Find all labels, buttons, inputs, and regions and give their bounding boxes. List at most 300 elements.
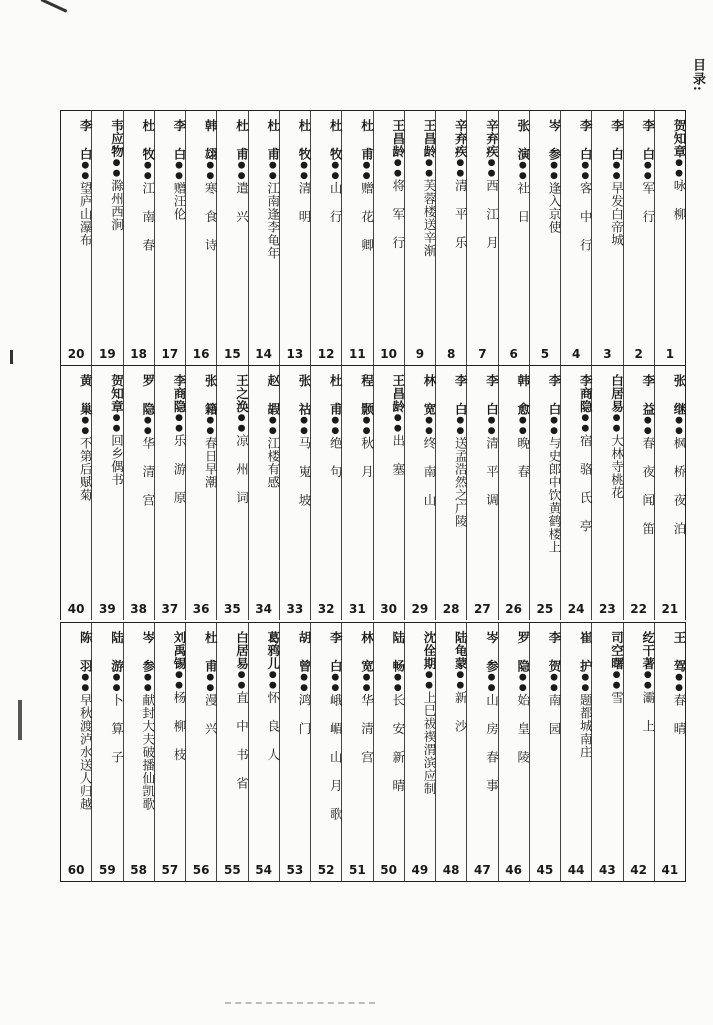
toc-page-number: 14 <box>255 347 272 361</box>
toc-author: 陆 畅 <box>390 631 406 673</box>
toc-entry <box>61 623 94 881</box>
toc-author: 李商隐 <box>172 374 187 413</box>
toc-page-number: 4 <box>571 347 581 361</box>
toc-separator: ●● <box>299 160 309 182</box>
toc-separator: ●● <box>299 415 309 437</box>
toc-entry <box>61 366 94 620</box>
toc-page-number: 49 <box>411 863 429 877</box>
toc-title: 乐 游 原 <box>172 434 187 504</box>
toc-title: 社 日 <box>515 181 531 223</box>
toc-entry-text <box>61 631 94 861</box>
toc-separator: ●● <box>517 672 528 694</box>
toc-entry-text <box>530 631 560 861</box>
toc-entry <box>123 623 154 881</box>
toc-separator: ●● <box>424 158 434 179</box>
toc-title: 上巳祓禊渭滨应制 <box>422 691 437 795</box>
toc-author: 程 颢 <box>359 374 375 416</box>
scan-mark-left-2 <box>18 700 22 740</box>
toc-entry <box>279 623 310 881</box>
toc-page-number: 24 <box>567 602 585 616</box>
toc-entry-text <box>280 374 310 604</box>
toc-page-number: 16 <box>192 347 210 361</box>
toc-entry-text <box>530 374 560 604</box>
toc-separator: ●● <box>142 160 153 182</box>
toc-author: 罗 隐 <box>140 374 156 416</box>
toc-entry <box>279 366 310 620</box>
toc-page-number: 3 <box>603 347 612 361</box>
toc-page-number: 58 <box>130 863 147 877</box>
toc-author: 司空曙 <box>609 631 625 670</box>
toc-entry <box>404 623 435 881</box>
toc-page-number: 32 <box>317 602 335 616</box>
toc-entry <box>404 366 435 620</box>
page-label: 目录: <box>690 58 705 92</box>
toc-author: 王昌龄 <box>390 374 406 413</box>
toc-separator: ●● <box>611 160 622 182</box>
toc-entry <box>591 623 625 881</box>
toc-entry-text <box>592 374 625 604</box>
toc-page-number: 22 <box>630 602 647 616</box>
toc-author: 辛弃疾 <box>453 119 469 158</box>
toc-entry-text <box>561 631 594 861</box>
toc-entry-text <box>499 631 529 861</box>
toc-entry <box>435 623 469 881</box>
toc-page-number: 19 <box>99 347 116 361</box>
toc-separator: ●● <box>611 670 622 691</box>
toc-title: 漫 兴 <box>203 693 219 735</box>
toc-author: 李 白 <box>328 631 344 673</box>
toc-entry <box>373 111 404 365</box>
toc-separator: ●● <box>236 160 247 182</box>
toc-title: 长 安 新 晴 <box>390 693 406 792</box>
toc-title: 绝 句 <box>328 436 344 478</box>
toc-separator: ●● <box>611 413 622 434</box>
toc-separator: ●● <box>455 670 466 691</box>
toc-separator: ●● <box>642 160 653 182</box>
toc-entry <box>341 366 375 620</box>
toc-entry-text <box>374 631 404 861</box>
toc-entry <box>185 623 219 881</box>
toc-separator: ●● <box>111 672 122 694</box>
toc-separator: ●● <box>455 158 466 179</box>
toc-title: 将 军 行 <box>390 179 406 249</box>
toc-separator: ●● <box>642 670 653 691</box>
toc-page-number: 56 <box>192 863 210 877</box>
toc-separator: ●● <box>424 415 434 437</box>
toc-entry <box>529 366 560 620</box>
toc-author: 王昌龄 <box>390 119 406 158</box>
toc-author: 韩 翃 <box>203 119 219 161</box>
toc-entry-text <box>624 119 654 349</box>
toc-title: 早秋渡泸水送人归越 <box>78 693 94 811</box>
toc-page-number: 11 <box>349 347 366 361</box>
toc-page-number: 36 <box>192 602 210 616</box>
toc-title: 春日早潮 <box>203 436 219 489</box>
toc-separator: ●● <box>174 670 184 691</box>
toc-author: 杜 甫 <box>203 631 219 673</box>
toc-separator: ●● <box>642 415 653 437</box>
toc-author: 杜 牧 <box>297 119 312 161</box>
toc-separator: ●● <box>236 413 247 434</box>
toc-page-number: 53 <box>286 863 304 877</box>
toc-page-number: 2 <box>634 347 643 361</box>
toc-entry-text <box>374 119 404 349</box>
toc-author: 张 祜 <box>297 374 312 416</box>
toc-page-number: 41 <box>661 863 679 877</box>
toc-entry <box>61 111 94 365</box>
toc-separator: ●● <box>361 672 372 694</box>
toc-separator: ●● <box>205 672 216 694</box>
toc-separator: ●● <box>674 672 684 694</box>
toc-separator: ●● <box>580 672 591 694</box>
toc-entry <box>591 111 625 365</box>
toc-band-1 <box>60 110 686 365</box>
toc-entry <box>91 623 125 881</box>
toc-author: 陈 羽 <box>78 631 94 673</box>
toc-entry-text <box>342 119 375 349</box>
toc-entry-text <box>467 631 500 861</box>
toc-title: 华 清 宫 <box>140 436 156 507</box>
bottom-smudge <box>225 1002 375 1007</box>
toc-page-number: 15 <box>224 347 241 361</box>
toc-separator: ●● <box>267 670 278 691</box>
toc-entry-text <box>624 374 654 604</box>
toc-title: 怀 良 人 <box>265 691 281 761</box>
toc-author: 陆龟蒙 <box>453 631 469 670</box>
toc-entry-text <box>249 631 279 861</box>
toc-entry-text <box>405 374 435 604</box>
toc-entry <box>248 111 279 365</box>
toc-page-number: 23 <box>599 602 616 616</box>
toc-entry <box>435 366 469 620</box>
toc-author: 李 白 <box>453 374 469 416</box>
toc-title: 鸿 门 <box>297 693 312 735</box>
toc-entry-text <box>592 631 625 861</box>
toc-author: 白居易 <box>234 631 250 670</box>
toc-entry <box>91 366 125 620</box>
toc-entry <box>216 623 250 881</box>
toc-page-number: 48 <box>442 863 460 877</box>
toc-entry-text <box>624 631 654 861</box>
toc-entry-text <box>405 631 435 861</box>
toc-author: 黄 巢 <box>78 374 94 416</box>
toc-entry <box>466 366 500 620</box>
toc-entry <box>154 111 185 365</box>
toc-separator: ●● <box>549 415 559 437</box>
toc-author: 李 白 <box>484 374 500 416</box>
toc-separator: ●● <box>549 160 559 182</box>
toc-entry <box>654 366 685 620</box>
toc-author: 李 白 <box>578 119 594 161</box>
toc-entry-text <box>655 119 685 349</box>
toc-entry <box>623 366 654 620</box>
toc-entry-text <box>186 374 219 604</box>
toc-author: 胡 曾 <box>297 631 312 673</box>
toc-author: 李 贺 <box>547 631 562 673</box>
toc-title: 不第后赋菊 <box>78 436 94 502</box>
toc-entry-text <box>374 374 404 604</box>
toc-entry-text <box>217 374 250 604</box>
toc-page-number: 47 <box>474 863 491 877</box>
toc-title: 江 南 春 <box>140 181 156 252</box>
toc-entry <box>591 366 625 620</box>
toc-author: 林 宽 <box>359 631 375 673</box>
toc-separator: ●● <box>455 415 466 437</box>
toc-author: 岑 参 <box>484 631 500 673</box>
toc-title: 西 江 月 <box>484 179 500 249</box>
toc-entry <box>341 111 375 365</box>
toc-separator: ●● <box>361 415 372 437</box>
toc-author: 岑 参 <box>547 119 562 161</box>
toc-title: 逢入京使 <box>547 181 562 234</box>
toc-separator: ●● <box>674 415 684 437</box>
toc-author: 张 继 <box>672 374 687 416</box>
toc-entry-text <box>561 119 594 349</box>
toc-entry <box>466 111 500 365</box>
toc-page-number: 44 <box>567 863 585 877</box>
scan-mark-left <box>10 350 13 364</box>
toc-title: 送孟浩然之广陵 <box>453 436 469 528</box>
toc-title: 与史郎中饮黄鹤楼上 <box>547 436 562 554</box>
toc-title: 始 皇 陵 <box>515 693 531 764</box>
toc-title: 献封大夫破播仙凯歌 <box>140 693 156 811</box>
toc-separator: ●● <box>486 158 497 179</box>
toc-entry <box>248 366 279 620</box>
toc-page-number: 21 <box>661 602 679 616</box>
toc-entry <box>529 111 560 365</box>
toc-title: 清 平 乐 <box>453 179 469 249</box>
toc-entry-text <box>436 374 469 604</box>
toc-page-number: 51 <box>349 863 366 877</box>
toc-author: 杜 甫 <box>265 119 281 161</box>
toc-separator: ●● <box>111 413 122 434</box>
toc-entry-text <box>592 119 625 349</box>
toc-page-number: 28 <box>442 602 460 616</box>
toc-separator: ●● <box>142 415 153 437</box>
toc-entry <box>654 623 685 881</box>
toc-entry-text <box>436 631 469 861</box>
toc-page-number: 5 <box>540 347 550 361</box>
toc-title: 灞 上 <box>640 691 656 733</box>
toc-page-number: 31 <box>349 602 366 616</box>
toc-entry-text <box>124 374 154 604</box>
toc-separator: ●● <box>330 672 341 694</box>
toc-separator: ●● <box>580 413 591 434</box>
toc-page-number: 39 <box>99 602 116 616</box>
toc-separator: ●● <box>174 160 184 182</box>
toc-page-number: 13 <box>286 347 304 361</box>
toc-separator: ●● <box>424 670 434 691</box>
toc-separator: ●● <box>549 672 559 694</box>
toc-page-number: 45 <box>536 863 554 877</box>
toc-title: 清 明 <box>297 181 312 223</box>
toc-entry <box>654 111 685 365</box>
toc-entry-text <box>61 374 94 604</box>
toc-author: 杜 牧 <box>328 119 344 161</box>
toc-page-number: 18 <box>130 347 147 361</box>
toc-author: 葛鸦儿 <box>265 631 281 670</box>
toc-entry-text <box>155 119 185 349</box>
toc-author: 杜 甫 <box>328 374 344 416</box>
toc-title: 滁州西涧 <box>109 179 125 231</box>
toc-page-number: 59 <box>99 863 116 877</box>
toc-entry <box>560 111 594 365</box>
toc-page-number: 30 <box>380 602 397 616</box>
toc-page-number: 9 <box>415 347 425 361</box>
toc-title: 芙蓉楼送辛渐 <box>422 179 437 257</box>
toc-title: 马 嵬 坡 <box>297 436 312 507</box>
toc-entry <box>310 366 344 620</box>
toc-entry-text <box>155 631 185 861</box>
toc-entry-text <box>249 374 279 604</box>
toc-separator: ●● <box>174 413 184 434</box>
toc-page-number: 55 <box>224 863 241 877</box>
toc-entry-text <box>61 119 94 349</box>
toc-separator: ●● <box>486 672 497 694</box>
toc-author: 王昌龄 <box>422 119 437 158</box>
toc-separator: ●● <box>142 672 153 694</box>
toc-entry-text <box>311 119 344 349</box>
toc-entry <box>154 366 185 620</box>
toc-author: 贺知章 <box>109 374 125 413</box>
toc-page-number: 52 <box>317 863 335 877</box>
toc-title: 早发白帝城 <box>609 181 625 247</box>
toc-author: 罗 隐 <box>515 631 531 673</box>
toc-separator: ●● <box>111 158 122 179</box>
toc-title: 雪 <box>609 691 625 704</box>
toc-page-number: 34 <box>255 602 272 616</box>
toc-page-number: 35 <box>224 602 241 616</box>
toc-separator: ●● <box>361 160 372 182</box>
toc-entry-text <box>342 631 375 861</box>
toc-entry <box>248 623 279 881</box>
toc-author: 李 白 <box>547 374 562 416</box>
toc-entry-text <box>217 631 250 861</box>
toc-author: 韦应物 <box>109 119 125 158</box>
toc-entry <box>123 111 154 365</box>
toc-entry <box>498 366 529 620</box>
toc-entry-text <box>342 374 375 604</box>
toc-entry <box>216 111 250 365</box>
toc-separator: ●● <box>517 160 528 182</box>
toc-title: 华 清 宫 <box>359 693 375 764</box>
toc-entry <box>529 623 560 881</box>
toc-entry-text <box>280 631 310 861</box>
toc-page-number: 17 <box>161 347 179 361</box>
toc-title: 凉 州 词 <box>234 434 250 504</box>
toc-page-number: 6 <box>509 347 518 361</box>
toc-separator: ●● <box>299 672 309 694</box>
toc-separator: ●● <box>517 415 528 437</box>
toc-entry-text <box>155 374 185 604</box>
toc-page-number: 33 <box>286 602 304 616</box>
toc-entry-text <box>655 374 685 604</box>
toc-entry-text <box>405 119 435 349</box>
toc-entry <box>310 111 344 365</box>
toc-title: 题都城南庄 <box>578 693 594 759</box>
toc-entry-text <box>92 631 125 861</box>
toc-entry-text <box>92 119 125 349</box>
toc-author: 李 白 <box>172 119 187 161</box>
toc-page-number: 50 <box>380 863 397 877</box>
toc-title: 客 中 行 <box>578 181 594 252</box>
toc-entry <box>279 111 310 365</box>
toc-entry-text <box>467 119 500 349</box>
toc-page-number: 37 <box>161 602 179 616</box>
toc-page-number: 54 <box>255 863 272 877</box>
toc-title: 春 晴 <box>672 693 687 735</box>
toc-author: 李 益 <box>640 374 656 416</box>
scan-mark-top-left <box>41 0 68 13</box>
toc-entry <box>310 623 344 881</box>
toc-page-number: 43 <box>599 863 616 877</box>
toc-title: 杨 柳 枝 <box>172 691 187 761</box>
toc-author: 李 白 <box>78 119 94 161</box>
toc-entry-text <box>530 119 560 349</box>
toc-entry-text <box>92 374 125 604</box>
toc-entry <box>216 366 250 620</box>
toc-page-number: 26 <box>505 602 522 616</box>
toc-title: 出 塞 <box>390 434 406 476</box>
toc-entry-text <box>499 119 529 349</box>
toc-separator: ●● <box>205 160 216 182</box>
toc-title: 终 南 山 <box>422 436 437 507</box>
toc-entry-text <box>217 119 250 349</box>
toc-author: 李 白 <box>640 119 656 161</box>
toc-entry <box>560 366 594 620</box>
toc-title: 春 夜 闻 笛 <box>640 436 656 535</box>
toc-author: 韩 愈 <box>515 374 531 416</box>
toc-entry-text <box>436 119 469 349</box>
toc-page-number: 42 <box>630 863 647 877</box>
toc-separator: ●● <box>392 413 403 434</box>
toc-author: 贺知章 <box>672 119 687 158</box>
toc-title: 大林寺桃花 <box>609 434 625 499</box>
toc-author: 赵 嘏 <box>265 374 281 416</box>
toc-entry <box>185 111 219 365</box>
toc-page-number: 57 <box>161 863 179 877</box>
toc-separator: ●● <box>330 415 341 437</box>
toc-entry <box>91 111 125 365</box>
toc-author: 杜 甫 <box>234 119 250 161</box>
toc-page-number: 10 <box>380 347 397 361</box>
toc-title: 咏 柳 <box>672 179 687 221</box>
toc-band-2 <box>60 365 686 620</box>
toc-author: 李商隐 <box>578 374 594 413</box>
toc-separator: ●● <box>267 415 278 437</box>
toc-page-number: 20 <box>67 347 85 361</box>
toc-title: 赠汪伦 <box>172 181 187 221</box>
toc-title: 遣 兴 <box>234 181 250 223</box>
toc-entry <box>623 623 654 881</box>
toc-entry <box>623 111 654 365</box>
toc-entry <box>560 623 594 881</box>
toc-page-number: 40 <box>67 602 85 616</box>
toc-author: 纥干著 <box>640 631 656 670</box>
toc-page-number: 8 <box>446 347 456 361</box>
toc-separator: ●● <box>236 670 247 691</box>
toc-author: 白居易 <box>609 374 625 413</box>
toc-title: 卜 算 子 <box>109 693 125 764</box>
toc-entry <box>498 623 529 881</box>
toc-entry-text <box>249 119 279 349</box>
toc-title: 南 园 <box>547 693 562 735</box>
toc-entry <box>185 366 219 620</box>
toc-page-number: 25 <box>536 602 554 616</box>
toc-author: 沈佺期 <box>422 631 437 670</box>
toc-author: 王之涣 <box>234 374 250 413</box>
toc-page-number: 38 <box>130 602 147 616</box>
